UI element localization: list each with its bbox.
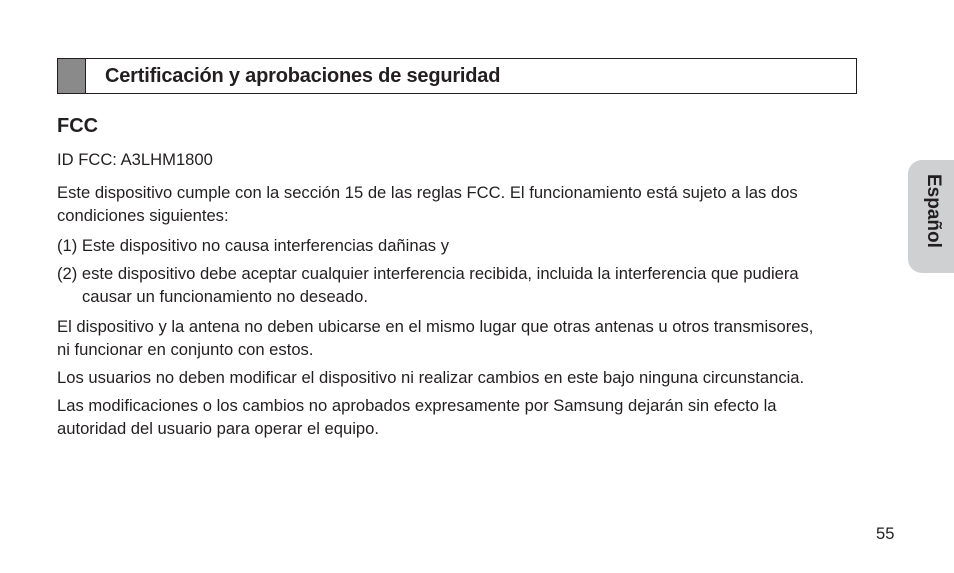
language-tab-label: Español: [923, 174, 944, 248]
language-side-tab: [908, 160, 954, 273]
subheading-fcc: FCC: [57, 115, 99, 137]
paragraph-line: Este dispositivo cumple con la sección 15 de las reglas FCC. El funcionamiento está sujeto a las dos: [57, 183, 798, 202]
fcc-id: ID FCC: A3LHM1800: [57, 150, 213, 169]
section-header: [57, 58, 857, 94]
paragraph-antenna: [57, 315, 813, 361]
condition-item-2: [57, 262, 799, 308]
paragraph-line: condiciones siguientes:: [57, 206, 229, 225]
paragraph-line: causar un funcionamiento no deseado.: [82, 287, 368, 306]
paragraph-line: (2) este dispositivo debe aceptar cualquier interferencia recibida, incluida la interferencia que pudiera: [57, 264, 799, 283]
paragraph-line: ni funcionar en conjunto con estos.: [57, 340, 314, 359]
paragraph-line: autoridad del usuario para operar el equipo.: [57, 419, 379, 438]
section-marker: [58, 59, 86, 93]
paragraph-compliance: [57, 181, 798, 227]
paragraph-line: Las modificaciones o los cambios no aprobados expresamente por Samsung dejarán sin efecto la: [57, 396, 777, 415]
paragraph-authority: [57, 394, 776, 440]
paragraph-modification: Los usuarios no deben modificar el dispositivo ni realizar cambios en este bajo ninguna circunstancia.: [57, 368, 805, 387]
condition-item-1: (1) Este dispositivo no causa interferencias dañinas y: [57, 236, 450, 255]
paragraph-line: El dispositivo y la antena no deben ubicarse en el mismo lugar que otras antenas u otros transmisores,: [57, 317, 814, 336]
section-title: Certificación y aprobaciones de seguridad: [105, 64, 501, 87]
page-number: 55: [876, 524, 895, 543]
